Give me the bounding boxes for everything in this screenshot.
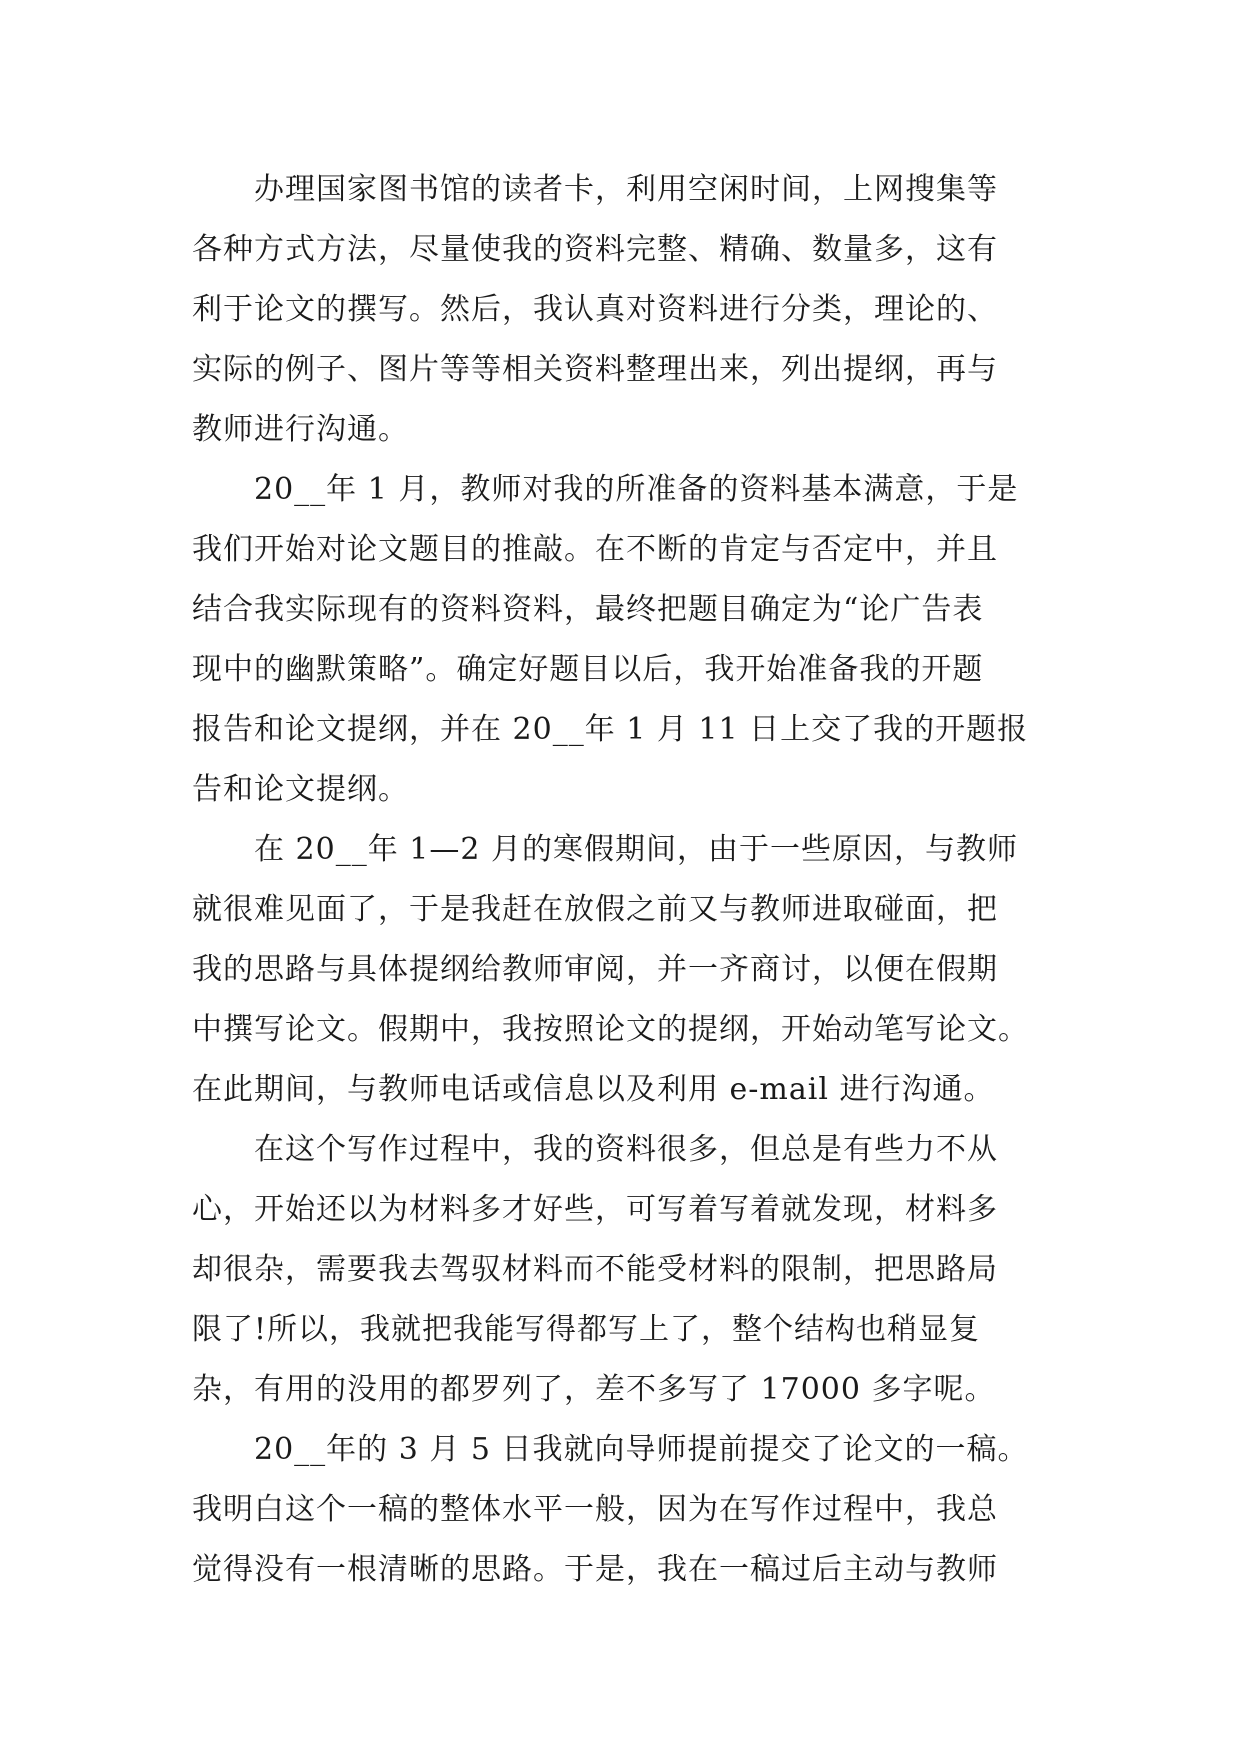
text-line: 心，开始还以为材料多才好些，可写着写着就发现，材料多: [192, 1192, 998, 1227]
text-line: 利于论文的撰写。然后，我认真对资料进行分类，理论的、: [192, 292, 998, 327]
text-line: 在 20__年 1—2 月的寒假期间，由于一些原因，与教师: [254, 832, 1018, 867]
text-line: 杂，有用的没用的都罗列了，差不多写了 17000 多字呢。: [192, 1372, 996, 1407]
text-line: 我明白这个一稿的整体水平一般，因为在写作过程中，我总: [192, 1492, 998, 1527]
text-line: 各种方式方法，尽量使我的资料完整、精确、数量多，这有: [192, 232, 998, 267]
text-line: 办理国家图书馆的读者卡，利用空闲时间，上网搜集等: [254, 172, 998, 207]
document-body: [192, 160, 1062, 1600]
text-line: 20__年 1 月，教师对我的所准备的资料基本满意，于是: [254, 472, 1019, 507]
text-line: 20__年的 3 月 5 日我就向导师提前提交了论文的一稿。: [254, 1432, 1029, 1467]
text-line: 我们开始对论文题目的推敲。在不断的肯定与否定中，并且: [192, 532, 998, 567]
text-line: 限了!所以，我就把我能写得都写上了，整个结构也稍显复: [192, 1312, 981, 1347]
text-line: 就很难见面了，于是我赶在放假之前又与教师进取碰面，把: [192, 892, 998, 927]
text-line: 结合我实际现有的资料资料，最终把题目确定为“论广告表: [192, 592, 984, 627]
text-line: 觉得没有一根清晰的思路。于是，我在一稿过后主动与教师: [192, 1552, 998, 1587]
text-line: 教师进行沟通。: [192, 412, 409, 447]
text-line: 告和论文提纲。: [192, 772, 409, 807]
text-line: 报告和论文提纲，并在 20__年 1 月 11 日上交了我的开题报: [192, 712, 1029, 747]
text-line: 现中的幽默策略”。确定好题目以后，我开始准备我的开题: [192, 652, 984, 687]
text-line: 在此期间，与教师电话或信息以及利用 e-mail 进行沟通。: [192, 1072, 995, 1107]
text-line: 我的思路与具体提纲给教师审阅，并一齐商讨，以便在假期: [192, 952, 998, 987]
text-line: 却很杂，需要我去驾驭材料而不能受材料的限制，把思路局: [192, 1252, 998, 1287]
text-line: 中撰写论文。假期中，我按照论文的提纲，开始动笔写论文。: [192, 1012, 1029, 1047]
text-line: 在这个写作过程中，我的资料很多，但总是有些力不从: [254, 1132, 998, 1167]
text-line: 实际的例子、图片等等相关资料整理出来，列出提纲，再与: [192, 352, 998, 387]
